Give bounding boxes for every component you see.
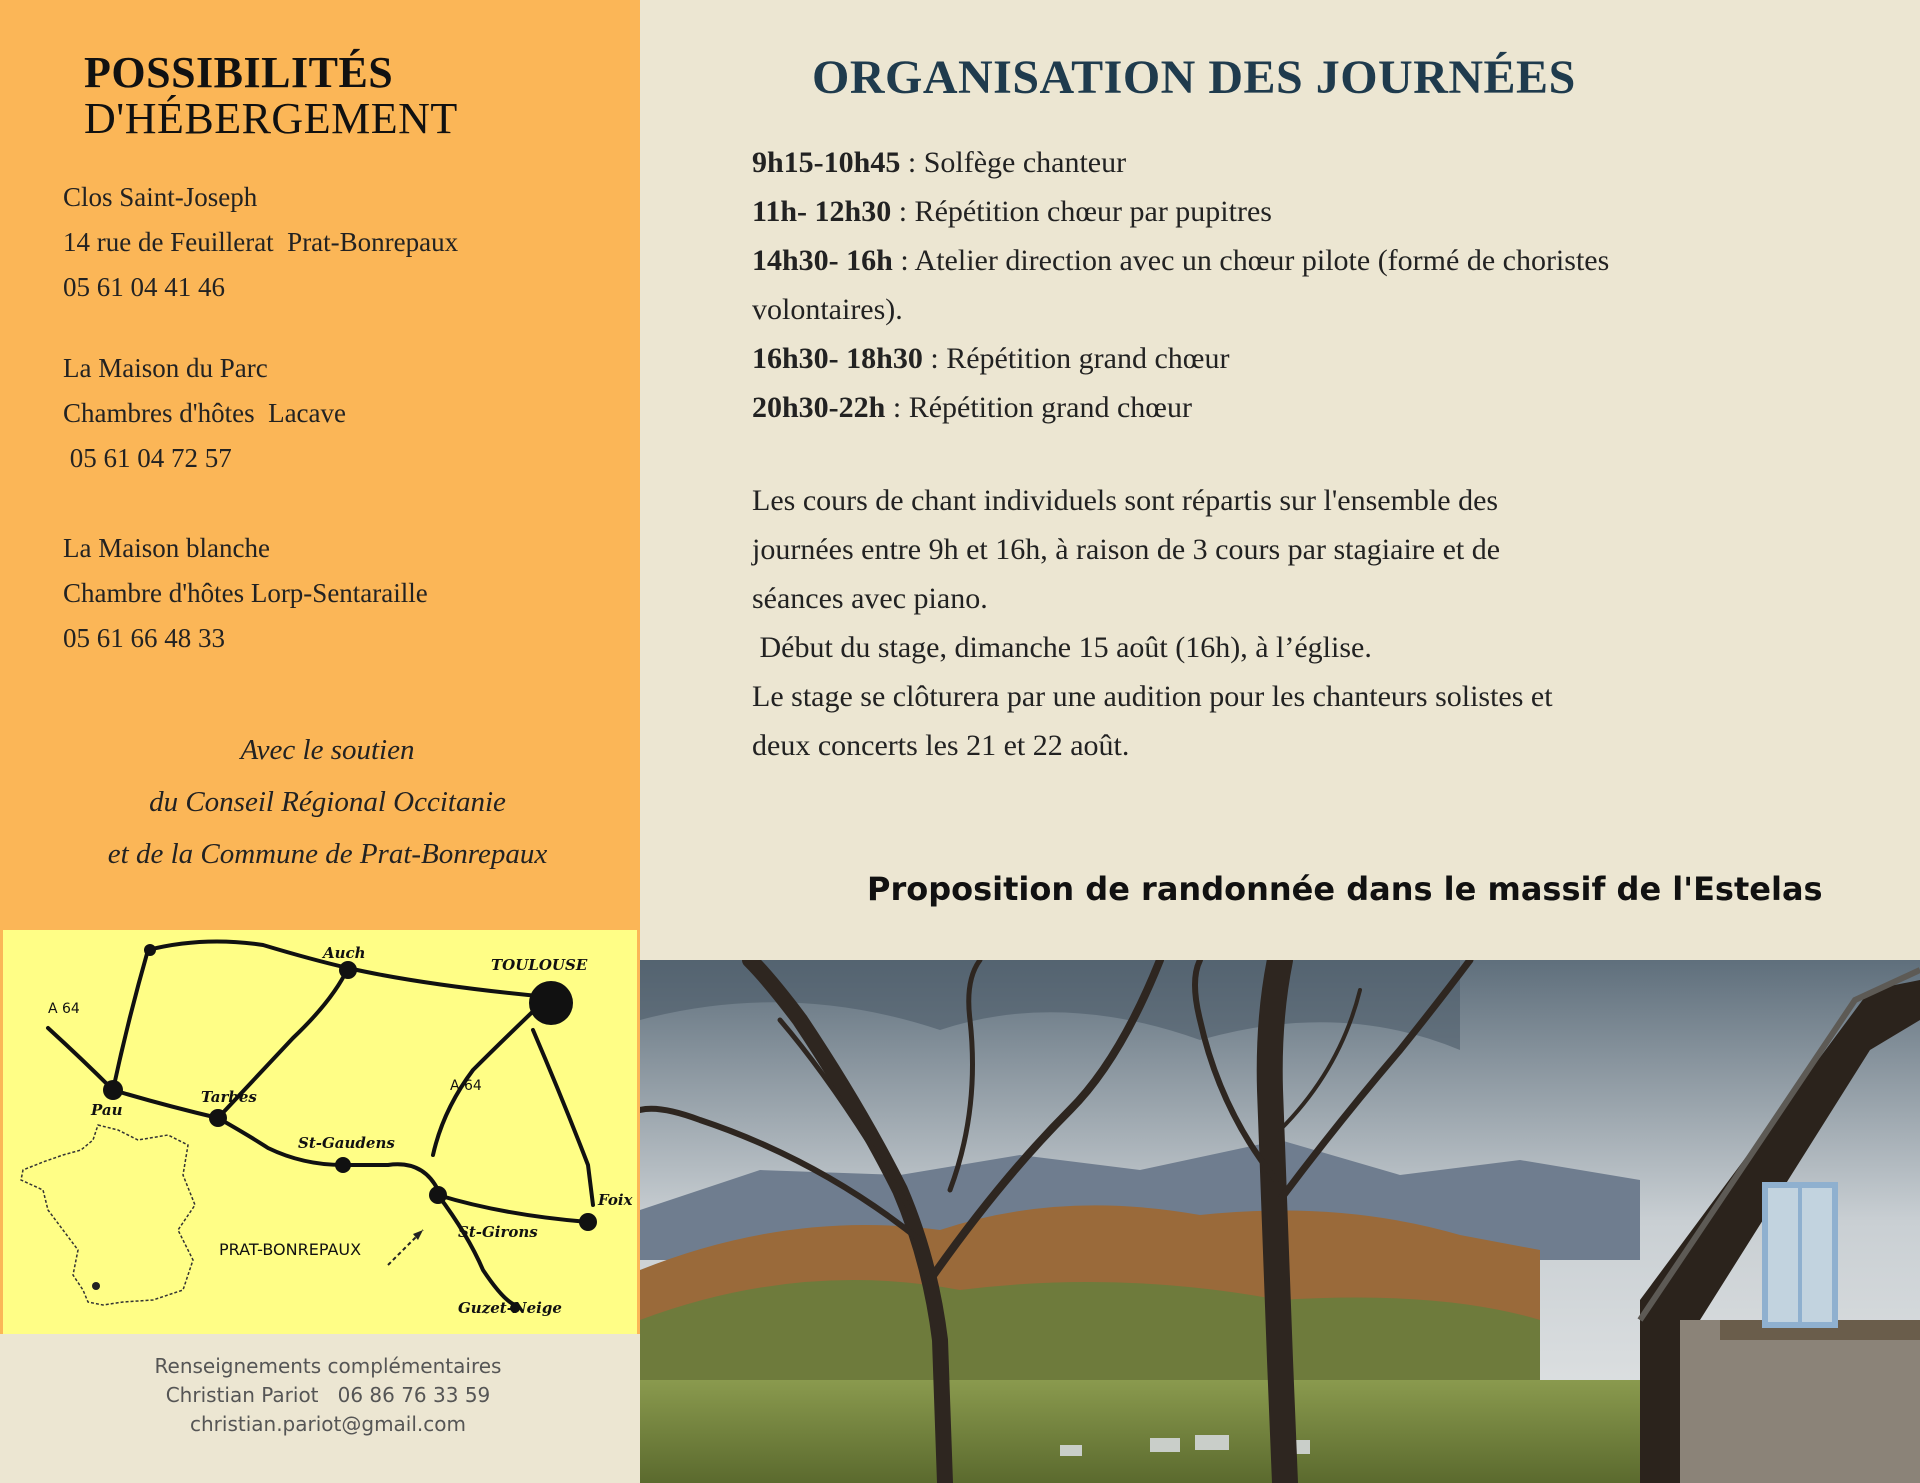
lodging-name: La Maison du Parc xyxy=(63,353,268,383)
lodging-name: La Maison blanche xyxy=(63,533,270,563)
lodging-item xyxy=(63,346,346,481)
map-label-st-gaudens: St-Gaudens xyxy=(298,1134,395,1152)
road-map-drawing xyxy=(3,930,643,1334)
contact-email: christian.pariot@gmail.com xyxy=(190,1412,466,1436)
city-dot-tarbes xyxy=(209,1109,227,1127)
road-toulouse-a64 xyxy=(433,997,548,1155)
schedule-text: : Répétition grand chœur xyxy=(922,342,1230,375)
map-label-toulouse: TOULOUSE xyxy=(491,956,588,974)
city-dot-auch xyxy=(339,961,357,979)
schedule-text: : Répétition grand chœur xyxy=(885,391,1192,424)
lodging-address: Chambre d'hôtes Lorp-Sentaraille xyxy=(63,578,428,608)
map-label-a64-right: A 64 xyxy=(450,1078,482,1094)
france-location-dot xyxy=(92,1282,100,1290)
info-line: Début du stage, dimanche 15 août (16h), à l’église. xyxy=(752,631,1372,664)
map-label-guzet: Guzet-Neige xyxy=(458,1299,562,1317)
course-info xyxy=(752,476,1752,770)
map-label-st-girons: St-Girons xyxy=(458,1223,538,1241)
city-dot-st-gaudens xyxy=(335,1157,351,1173)
lodging-item xyxy=(63,175,458,310)
hike-title: Proposition de randonnée dans le massif de l'Estelas xyxy=(867,870,1823,908)
city-dot-foix xyxy=(579,1213,597,1231)
contact-line: Renseignements complémentaires xyxy=(154,1354,502,1378)
support-line: Avec le soutien xyxy=(240,734,415,766)
france-outline xyxy=(21,1125,195,1305)
map-label-prat-bonrepaux: PRAT-BONREPAUX xyxy=(219,1240,362,1259)
lodging-title-line1: POSSIBILITÉS xyxy=(84,48,394,97)
lodging-title-line2: D'HÉBERGEMENT xyxy=(84,94,458,143)
schedule-time: 16h30- 18h30 xyxy=(752,342,923,375)
schedule-time: 20h30-22h xyxy=(752,391,886,424)
map-label-foix: Foix xyxy=(598,1191,633,1209)
lodging-item xyxy=(63,526,428,661)
support-note xyxy=(0,724,655,880)
lodging-name: Clos Saint-Joseph xyxy=(63,182,258,212)
schedule-time: 9h15-10h45 xyxy=(752,146,901,179)
landscape-illustration xyxy=(640,960,1920,1483)
schedule-row xyxy=(752,236,1712,334)
contact-line: Christian Pariot 06 86 76 33 59 xyxy=(165,1383,491,1407)
schedule-row xyxy=(752,187,1712,236)
schedule-row xyxy=(752,334,1712,383)
schedule-text: : Solfège chanteur xyxy=(900,146,1127,179)
support-line: et de la Commune de Prat-Bonrepaux xyxy=(107,838,548,870)
map-label-auch: Auch xyxy=(323,944,366,962)
barn-wall xyxy=(1680,1320,1920,1483)
schedule-time: 11h- 12h30 xyxy=(752,195,892,228)
lodging-phone: 05 61 04 41 46 xyxy=(63,272,225,302)
lodging-address: Chambres d'hôtes Lacave xyxy=(63,398,347,428)
city-dot-top-left xyxy=(144,944,156,956)
cabin xyxy=(1060,1445,1082,1456)
lodging-phone: 05 61 66 48 33 xyxy=(63,623,225,653)
info-line: Les cours de chant individuels sont répartis sur l'ensemble des xyxy=(752,484,1499,517)
lodging-address: 14 rue de Feuillerat Prat-Bonrepaux xyxy=(63,227,459,257)
info-line: séances avec piano. xyxy=(752,582,988,615)
schedule-list xyxy=(752,138,1712,432)
cabin xyxy=(1195,1435,1229,1450)
road-toulouse-foix xyxy=(533,1030,593,1205)
support-line: du Conseil Régional Occitanie xyxy=(149,786,506,818)
schedule-time: 14h30- 16h xyxy=(752,244,893,277)
map-label-tarbes: Tarbes xyxy=(201,1088,257,1106)
lodging-title xyxy=(84,50,458,142)
info-line: Le stage se clôturera par une audition pour les chanteurs solistes et xyxy=(752,680,1553,713)
road-map xyxy=(0,930,640,1334)
city-dot-pau xyxy=(103,1080,123,1100)
info-line: journées entre 9h et 16h, à raison de 3 cours par stagiaire et de xyxy=(752,533,1501,566)
landscape-photo xyxy=(640,960,1920,1483)
schedule-row xyxy=(752,138,1712,187)
tree-trunk-center xyxy=(1270,960,1285,1483)
organisation-title: ORGANISATION DES JOURNÉES xyxy=(812,51,1576,104)
road-st-girons-foix xyxy=(438,1195,588,1222)
city-dot-st-girons xyxy=(429,1186,447,1204)
schedule-text: : Atelier direction avec un chœur pilote (formé de choristes volontaires). xyxy=(752,244,1610,326)
schedule-row xyxy=(752,383,1712,432)
info-line: deux concerts les 21 et 22 août. xyxy=(752,729,1130,762)
map-label-pau: Pau xyxy=(91,1101,123,1119)
lodging-panel xyxy=(0,0,640,930)
schedule-text: : Répétition chœur par pupitres xyxy=(891,195,1272,228)
contact-info xyxy=(0,1352,656,1439)
map-label-a64-left: A 64 xyxy=(48,1001,80,1017)
cabin xyxy=(1150,1438,1180,1452)
city-dot-toulouse xyxy=(529,981,573,1025)
lodging-phone: 05 61 04 72 57 xyxy=(63,443,232,473)
